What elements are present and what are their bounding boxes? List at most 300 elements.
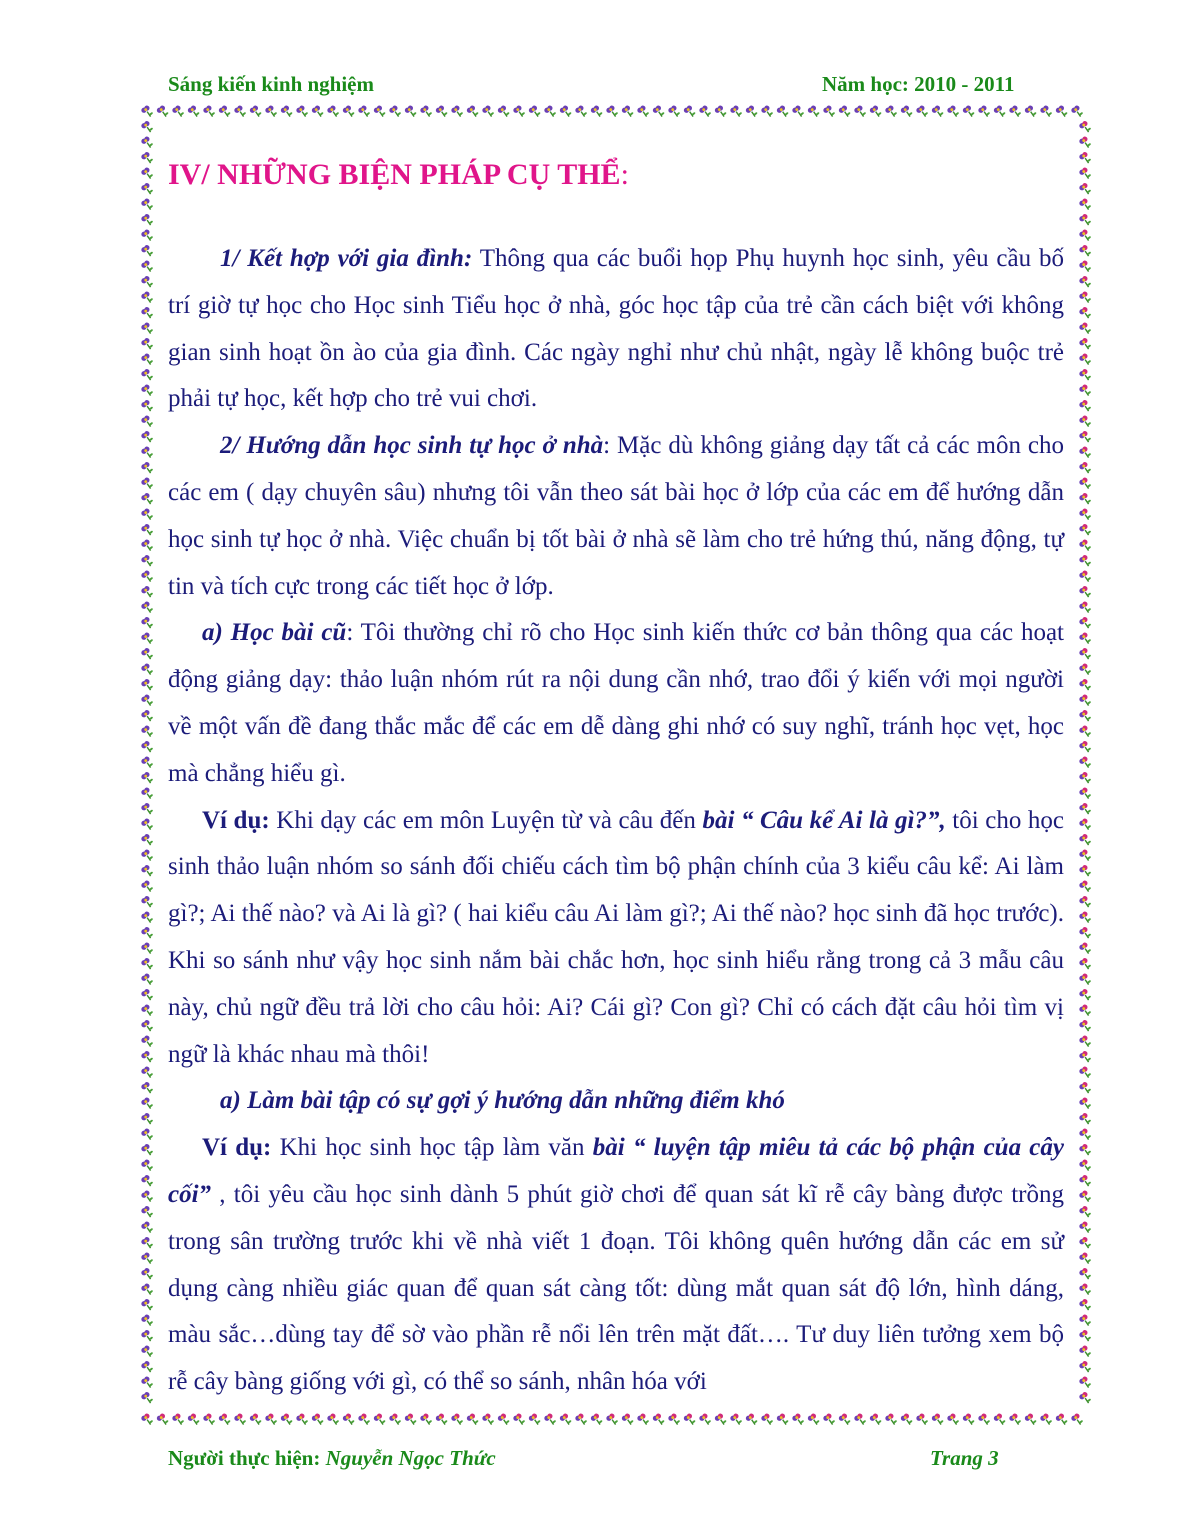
flower-ornament-icon (1078, 1143, 1092, 1158)
flower-ornament-icon (884, 1413, 898, 1428)
footer-page-number: Trang 3 (930, 1446, 999, 1470)
flower-ornament-icon (822, 105, 836, 120)
flower-ornament-icon (1078, 399, 1092, 414)
flower-ornament-icon (1078, 849, 1092, 864)
flower-ornament-icon (931, 1413, 945, 1428)
flower-ornament-icon (900, 105, 914, 120)
flower-ornament-icon (1078, 1112, 1092, 1127)
flower-ornament-icon (140, 1360, 154, 1375)
flower-ornament-icon (853, 1413, 867, 1428)
flower-ornament-icon (342, 1413, 356, 1428)
flower-ornament-icon (140, 1221, 154, 1236)
flower-ornament-icon (1078, 570, 1092, 585)
flower-ornament-icon (1078, 678, 1092, 693)
flower-ornament-icon (140, 539, 154, 554)
flower-ornament-icon (140, 1019, 154, 1034)
flower-ornament-icon (1078, 1236, 1092, 1251)
flower-ornament-icon (140, 1267, 154, 1282)
flower-ornament-icon (140, 430, 154, 445)
flower-ornament-icon (140, 833, 154, 848)
flower-ornament-icon (791, 105, 805, 120)
flower-ornament-icon (140, 244, 154, 259)
flower-ornament-icon (1070, 1413, 1084, 1428)
flower-ornament-icon (404, 1413, 418, 1428)
flower-ornament-icon (497, 1413, 511, 1428)
flower-ornament-icon (264, 1413, 278, 1428)
flower-ornament-icon (1078, 415, 1092, 430)
flower-ornament-icon (652, 105, 666, 120)
flower-ornament-icon (853, 105, 867, 120)
flower-ornament-icon (1078, 1050, 1092, 1065)
flower-ornament-icon (1078, 136, 1092, 151)
flower-ornament-icon (140, 973, 154, 988)
flower-ornament-icon (140, 926, 154, 941)
flower-ornament-icon (1078, 1283, 1092, 1298)
flower-ornament-icon (140, 229, 154, 244)
flower-ornament-icon (574, 1413, 588, 1428)
flower-ornament-icon (1078, 1159, 1092, 1174)
flower-ornament-icon (140, 508, 154, 523)
flower-ornament-icon (140, 864, 154, 879)
paragraph-self-study: 2/ Hướng dẫn học sinh tự học ở nhà: Mặc dù không giảng dạy tất cả các môn cho các em ( dạy chuyên sâu) nhưng tôi vẫn theo sát bài học ở lớp của các em để hướng dẫn học sinh tự học ở nhà. Việc chuẩn bị tốt bài ở nhà sẽ làm cho trẻ hứng thú, năng động, tự tin và tích cực trong các tiết học ở lớp. (168, 432, 1064, 600)
flower-ornament-icon (140, 136, 154, 151)
flower-ornament-icon (1078, 725, 1092, 740)
flower-ornament-icon (419, 1413, 433, 1428)
flower-ornament-icon (140, 663, 154, 678)
flower-ornament-icon (1078, 1267, 1092, 1282)
flower-ornament-icon (729, 1413, 743, 1428)
flower-ornament-icon (140, 647, 154, 662)
flower-ornament-icon (140, 1298, 154, 1313)
flower-ornament-icon (1078, 740, 1092, 755)
flower-ornament-icon (388, 1413, 402, 1428)
header-school-year: Năm học: 2010 - 2011 (822, 72, 1015, 96)
flower-ornament-icon (1078, 942, 1092, 957)
flower-ornament-icon (342, 105, 356, 120)
flower-ornament-icon (559, 1413, 573, 1428)
flower-ornament-icon (1078, 1019, 1092, 1034)
flower-ornament-icon (311, 105, 325, 120)
flower-ornament-icon (605, 105, 619, 120)
flower-ornament-icon (171, 1413, 185, 1428)
flower-ornament-icon (140, 818, 154, 833)
paragraph-family: 1/ Kết hợp với gia đình: Thông qua các buổi họp Phụ huynh học sinh, yêu cầu bố trí giờ tự học cho Học sinh Tiểu học ở nhà, góc học tập của trẻ cần cách biệt với không gian sinh hoạt ồn ào của gia đình. Các ngày nghỉ như chủ nhật, ngày lễ không buộc trẻ phải tự học, kết hợp cho trẻ vui chơi. (168, 245, 1064, 413)
flower-ornament-icon (140, 1205, 154, 1220)
flower-ornament-icon (1078, 694, 1092, 709)
flower-ornament-icon (466, 105, 480, 120)
flower-ornament-icon (1024, 1413, 1038, 1428)
flower-ornament-icon (1078, 368, 1092, 383)
flower-ornament-icon (140, 461, 154, 476)
flower-ornament-icon (1078, 1190, 1092, 1205)
flower-ornament-icon (559, 105, 573, 120)
flower-ornament-icon (1078, 973, 1092, 988)
flower-ornament-icon (233, 105, 247, 120)
flower-ornament-icon (1078, 585, 1092, 600)
flower-ornament-icon (140, 477, 154, 492)
flower-ornament-icon (140, 1097, 154, 1112)
flower-ornament-icon (140, 740, 154, 755)
paragraph-old-lesson: a) Học bài cũ: Tôi thường chỉ rõ cho Học sinh kiến thức cơ bản thông qua các hoạt động giảng dạy: thảo luận nhóm rút ra nội dung cần nhớ, trao đổi ý kiến với mọi người về một vấn đề đang thắc mắc để các em dễ dàng ghi nhớ có suy nghĩ, tránh học vẹt, học mà chẳng hiểu gì. (168, 619, 1064, 787)
flower-ornament-icon (636, 105, 650, 120)
flower-ornament-icon (140, 399, 154, 414)
flower-ornament-icon (140, 570, 154, 585)
flower-ornament-icon (1078, 663, 1092, 678)
flower-ornament-icon (156, 105, 170, 120)
flower-ornament-icon (574, 105, 588, 120)
flower-ornament-icon (1078, 198, 1092, 213)
flower-ornament-icon (1078, 477, 1092, 492)
flower-ornament-icon (450, 105, 464, 120)
flower-ornament-icon (404, 105, 418, 120)
flower-ornament-icon (900, 1413, 914, 1428)
flower-ornament-icon (218, 1413, 232, 1428)
flower-ornament-icon (1078, 213, 1092, 228)
flower-ornament-icon (822, 1413, 836, 1428)
flower-ornament-icon (202, 105, 216, 120)
flower-ornament-icon (140, 849, 154, 864)
flower-ornament-icon (140, 1376, 154, 1391)
flower-ornament-icon (140, 880, 154, 895)
flower-ornament-icon (1078, 787, 1092, 802)
flower-ornament-icon (140, 1143, 154, 1158)
flower-ornament-icon (1078, 167, 1092, 182)
flower-ornament-icon (714, 1413, 728, 1428)
flower-ornament-icon (605, 1413, 619, 1428)
flower-ornament-icon (140, 1050, 154, 1065)
flower-ornament-icon (450, 1413, 464, 1428)
flower-ornament-icon (1078, 1174, 1092, 1189)
flower-ornament-icon (140, 1413, 154, 1428)
flower-ornament-icon (140, 678, 154, 693)
flower-ornament-icon (140, 1190, 154, 1205)
flower-ornament-icon (264, 105, 278, 120)
flower-ornament-icon (1078, 1035, 1092, 1050)
flower-ornament-icon (729, 105, 743, 120)
flower-ornament-icon (1078, 229, 1092, 244)
flower-ornament-icon (140, 554, 154, 569)
flower-ornament-icon (140, 1004, 154, 1019)
flower-ornament-icon (140, 337, 154, 352)
flower-ornament-icon (140, 384, 154, 399)
flower-ornament-icon (140, 1329, 154, 1344)
flower-ornament-icon (621, 1413, 635, 1428)
flower-ornament-icon (838, 1413, 852, 1428)
flower-ornament-icon (1078, 523, 1092, 538)
flower-ornament-icon (760, 1413, 774, 1428)
flower-ornament-icon (1078, 926, 1092, 941)
flower-ornament-icon (140, 1035, 154, 1050)
flower-ornament-icon (419, 105, 433, 120)
footer-author: Người thực hiện: Nguyễn Ngọc Thức (168, 1446, 496, 1470)
flower-ornament-icon (140, 1159, 154, 1174)
flower-ornament-icon (1078, 911, 1092, 926)
flower-ornament-icon (140, 1128, 154, 1143)
flower-ornament-icon (1008, 105, 1022, 120)
subheading-exercises: a) Làm bài tập có sự gợi ý hướng dẫn những điểm khó (220, 1087, 785, 1115)
flower-ornament-icon (1078, 1097, 1092, 1112)
flower-ornament-icon (1078, 1221, 1092, 1236)
flower-ornament-icon (791, 1413, 805, 1428)
flower-ornament-icon (869, 105, 883, 120)
flower-ornament-icon (931, 105, 945, 120)
flower-ornament-icon (1078, 353, 1092, 368)
flower-ornament-icon (140, 1345, 154, 1360)
flower-ornament-icon (140, 105, 154, 120)
flower-ornament-icon (1078, 260, 1092, 275)
flower-ornament-icon (590, 1413, 604, 1428)
flower-ornament-icon (1008, 1413, 1022, 1428)
flower-ornament-icon (1078, 1205, 1092, 1220)
flower-ornament-icon (1070, 105, 1084, 120)
flower-ornament-icon (745, 105, 759, 120)
flower-ornament-icon (140, 1112, 154, 1127)
flower-ornament-icon (140, 802, 154, 817)
flower-ornament-icon (311, 1413, 325, 1428)
flower-ornament-icon (962, 105, 976, 120)
flower-ornament-icon (807, 105, 821, 120)
flower-ornament-icon (280, 105, 294, 120)
flower-ornament-icon (683, 1413, 697, 1428)
flower-ornament-icon (698, 105, 712, 120)
flower-ornament-icon (249, 105, 263, 120)
flower-ornament-icon (140, 957, 154, 972)
flower-ornament-icon (1078, 461, 1092, 476)
flower-ornament-icon (140, 616, 154, 631)
flower-ornament-icon (1078, 632, 1092, 647)
flower-ornament-icon (1078, 182, 1092, 197)
flower-ornament-icon (140, 291, 154, 306)
flower-ornament-icon (714, 105, 728, 120)
flower-ornament-icon (156, 1413, 170, 1428)
flower-ornament-icon (1078, 1345, 1092, 1360)
flower-ornament-icon (528, 105, 542, 120)
flower-ornament-icon (1078, 818, 1092, 833)
flower-ornament-icon (621, 105, 635, 120)
flower-ornament-icon (667, 1413, 681, 1428)
flower-ornament-icon (140, 942, 154, 957)
flower-ornament-icon (1078, 151, 1092, 166)
flower-ornament-icon (187, 105, 201, 120)
flower-ornament-icon (1078, 554, 1092, 569)
flower-ornament-icon (946, 105, 960, 120)
flower-ornament-icon (1078, 539, 1092, 554)
flower-ornament-icon (1078, 601, 1092, 616)
flower-ornament-icon (1078, 1128, 1092, 1143)
flower-ornament-icon (543, 105, 557, 120)
flower-ornament-icon (140, 771, 154, 786)
flower-ornament-icon (512, 1413, 526, 1428)
flower-ornament-icon (884, 105, 898, 120)
flower-ornament-icon (295, 1413, 309, 1428)
section-title: IV/ NHỮNG BIỆN PHÁP CỤ THỂ: (168, 158, 629, 191)
flower-ornament-icon (977, 105, 991, 120)
flower-ornament-icon (140, 415, 154, 430)
flower-ornament-icon (1078, 306, 1092, 321)
flower-ornament-icon (1078, 988, 1092, 1003)
flower-ornament-icon (140, 756, 154, 771)
flower-ornament-icon (946, 1413, 960, 1428)
flower-ornament-icon (140, 1314, 154, 1329)
flower-ornament-icon (140, 787, 154, 802)
flower-ornament-icon (977, 1413, 991, 1428)
flower-ornament-icon (760, 105, 774, 120)
flower-ornament-icon (776, 105, 790, 120)
flower-ornament-icon (140, 1283, 154, 1298)
flower-ornament-icon (326, 1413, 340, 1428)
flower-ornament-icon (1078, 1329, 1092, 1344)
flower-ornament-icon (140, 1236, 154, 1251)
flower-ornament-icon (202, 1413, 216, 1428)
flower-ornament-icon (140, 1174, 154, 1189)
flower-ornament-icon (171, 105, 185, 120)
flower-ornament-icon (652, 1413, 666, 1428)
flower-ornament-icon (140, 260, 154, 275)
flower-ornament-icon (1078, 1252, 1092, 1267)
flower-ornament-icon (388, 105, 402, 120)
flower-ornament-icon (528, 1413, 542, 1428)
flower-ornament-icon (1078, 771, 1092, 786)
flower-ornament-icon (295, 105, 309, 120)
flower-ornament-icon (326, 105, 340, 120)
flower-ornament-icon (140, 198, 154, 213)
flower-ornament-icon (1078, 1066, 1092, 1081)
flower-ornament-icon (776, 1413, 790, 1428)
flower-ornament-icon (590, 105, 604, 120)
flower-ornament-icon (512, 105, 526, 120)
paragraph-example-1: Ví dụ: Khi dạy các em môn Luyện từ và câu đến bài “ Câu kể Ai là gì?”, tôi cho học sinh thảo luận nhóm so sánh đối chiếu cách tìm bộ phận chính của 3 kiểu câu kể: Ai làm gì?; Ai thế nào? và Ai là gì? ( hai kiểu câu Ai làm gì?; Ai thế nào? học sinh đã học trước). Khi so sánh như vậy học sinh nắm bài chắc hơn, học sinh hiểu rằng trong cả 3 mẫu câu này, chủ ngữ đều trả lời cho câu hỏi: Ai? Cái gì? Con gì? Chỉ có cách đặt câu hỏi tìm vị ngữ là khác nhau mà thôi! (168, 806, 1064, 1068)
flower-ornament-icon (187, 1413, 201, 1428)
flower-ornament-icon (435, 1413, 449, 1428)
flower-ornament-icon (1078, 1314, 1092, 1329)
flower-ornament-icon (481, 1413, 495, 1428)
flower-ornament-icon (698, 1413, 712, 1428)
header-title: Sáng kiến kinh nghiệm (168, 72, 375, 96)
flower-ornament-icon (683, 105, 697, 120)
flower-ornament-icon (1024, 105, 1038, 120)
paragraph-example-2: Ví dụ: Khi học sinh học tập làm văn bài “ luyện tập miêu tả các bộ phận của cây cối” , tôi yêu cầu học sinh dành 5 phút giờ chơi để quan sát kĩ rễ cây bàng được trồng trong sân trường trước khi về nhà viết 1 đoạn. Tôi không quên hướng dẫn các em sử dụng càng nhiều giác quan để quan sát càng tốt: dùng mắt quan sát độ lớn, hình dáng, màu sắc…dùng tay để sờ vào phần rễ nổi lên trên mặt đất…. Tư duy liên tưởng xem bộ rễ cây bàng giống với gì, có thể so sánh, nhân hóa với (168, 1134, 1064, 1396)
flower-ornament-icon (140, 694, 154, 709)
flower-ornament-icon (1078, 244, 1092, 259)
flower-ornament-icon (869, 1413, 883, 1428)
flower-ornament-icon (1078, 802, 1092, 817)
flower-ornament-icon (667, 105, 681, 120)
flower-ornament-icon (140, 446, 154, 461)
flower-ornament-icon (807, 1413, 821, 1428)
flower-ornament-icon (357, 1413, 371, 1428)
flower-ornament-icon (636, 1413, 650, 1428)
flower-ornament-icon (1078, 864, 1092, 879)
flower-ornament-icon (280, 1413, 294, 1428)
flower-ornament-icon (218, 105, 232, 120)
flower-ornament-icon (1078, 291, 1092, 306)
flower-ornament-icon (1078, 275, 1092, 290)
flower-ornament-icon (1039, 105, 1053, 120)
flower-ornament-icon (1078, 895, 1092, 910)
flower-ornament-icon (140, 632, 154, 647)
flower-ornament-icon (1078, 709, 1092, 724)
flower-ornament-icon (140, 1081, 154, 1096)
flower-ornament-icon (481, 105, 495, 120)
flower-ornament-icon (962, 1413, 976, 1428)
flower-ornament-icon (140, 709, 154, 724)
flower-ornament-icon (140, 353, 154, 368)
flower-ornament-icon (1078, 880, 1092, 895)
page-content (168, 150, 1064, 1406)
flower-ornament-icon (1078, 1376, 1092, 1391)
flower-ornament-icon (357, 105, 371, 120)
flower-ornament-icon (140, 306, 154, 321)
flower-ornament-icon (435, 105, 449, 120)
flower-ornament-icon (233, 1413, 247, 1428)
flower-ornament-icon (915, 1413, 929, 1428)
flower-ornament-icon (993, 1413, 1007, 1428)
flower-ornament-icon (838, 105, 852, 120)
flower-ornament-icon (140, 322, 154, 337)
flower-ornament-icon (140, 585, 154, 600)
flower-ornament-icon (1078, 384, 1092, 399)
flower-ornament-icon (745, 1413, 759, 1428)
flower-ornament-icon (1078, 322, 1092, 337)
flower-ornament-icon (1078, 1391, 1092, 1406)
flower-ornament-icon (140, 601, 154, 616)
flower-ornament-icon (1078, 833, 1092, 848)
flower-ornament-icon (1078, 337, 1092, 352)
flower-ornament-icon (249, 1413, 263, 1428)
flower-ornament-icon (140, 911, 154, 926)
flower-ornament-icon (1055, 105, 1069, 120)
flower-ornament-icon (1078, 446, 1092, 461)
flower-ornament-icon (140, 120, 154, 135)
flower-ornament-icon (543, 1413, 557, 1428)
flower-ornament-icon (1078, 647, 1092, 662)
flower-ornament-icon (1078, 120, 1092, 135)
flower-ornament-icon (140, 895, 154, 910)
flower-ornament-icon (1078, 616, 1092, 631)
flower-ornament-icon (140, 523, 154, 538)
flower-ornament-icon (1078, 430, 1092, 445)
flower-ornament-icon (1078, 1298, 1092, 1313)
flower-ornament-icon (1078, 1004, 1092, 1019)
flower-ornament-icon (1039, 1413, 1053, 1428)
flower-ornament-icon (993, 105, 1007, 120)
flower-ornament-icon (915, 105, 929, 120)
flower-ornament-icon (373, 1413, 387, 1428)
flower-ornament-icon (1055, 1413, 1069, 1428)
flower-ornament-icon (140, 275, 154, 290)
flower-ornament-icon (497, 105, 511, 120)
flower-ornament-icon (140, 213, 154, 228)
flower-ornament-icon (1078, 1081, 1092, 1096)
flower-ornament-icon (1078, 492, 1092, 507)
flower-ornament-icon (466, 1413, 480, 1428)
flower-ornament-icon (1078, 756, 1092, 771)
flower-ornament-icon (140, 151, 154, 166)
flower-ornament-icon (140, 1252, 154, 1267)
flower-ornament-icon (1078, 508, 1092, 523)
flower-ornament-icon (140, 167, 154, 182)
flower-ornament-icon (1078, 957, 1092, 972)
flower-ornament-icon (140, 988, 154, 1003)
flower-ornament-icon (140, 1391, 154, 1406)
flower-ornament-icon (140, 368, 154, 383)
flower-ornament-icon (140, 492, 154, 507)
flower-ornament-icon (140, 1066, 154, 1081)
flower-ornament-icon (140, 725, 154, 740)
flower-ornament-icon (140, 182, 154, 197)
flower-ornament-icon (373, 105, 387, 120)
flower-ornament-icon (1078, 1360, 1092, 1375)
